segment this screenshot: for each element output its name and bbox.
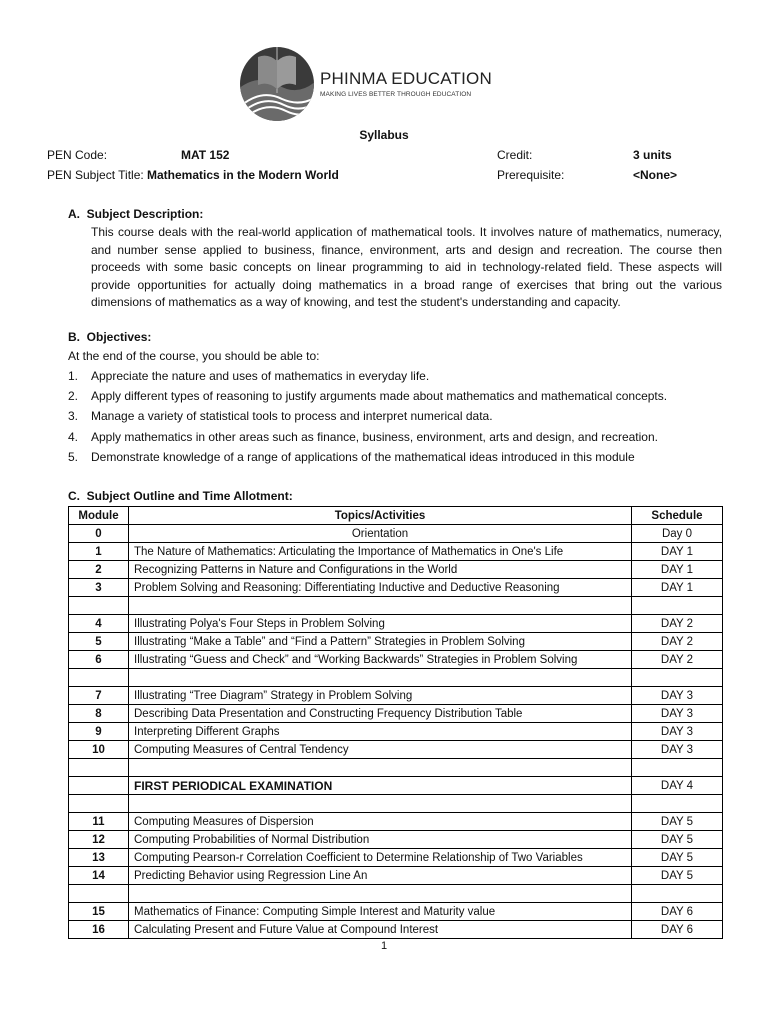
topic-cell: Calculating Present and Future Value at Compound Interest	[129, 921, 632, 939]
column-header-schedule: Schedule	[632, 507, 723, 525]
schedule-cell: DAY 4	[632, 777, 723, 795]
objective-item	[68, 430, 658, 444]
objective-text: Demonstrate knowledge of a range of applications of the mathematical ideas introduced in this module	[91, 450, 635, 464]
module-cell	[69, 669, 129, 687]
table-row	[69, 561, 723, 579]
objective-number: 4.	[68, 430, 79, 444]
topic-cell	[129, 885, 632, 903]
objective-text: Manage a variety of statistical tools to process and interpret numerical data.	[91, 409, 493, 423]
module-cell: 2	[69, 561, 129, 579]
logo-tagline: MAKING LIVES BETTER THROUGH EDUCATION	[320, 91, 472, 98]
topic-cell: Predicting Behavior using Regression Line An	[129, 867, 632, 885]
subject-outline-heading: C. Subject Outline and Time Allotment:	[68, 489, 293, 503]
table-row	[69, 597, 723, 615]
topic-cell: Describing Data Presentation and Constructing Frequency Distribution Table	[129, 705, 632, 723]
module-cell: 6	[69, 651, 129, 669]
schedule-cell	[632, 759, 723, 777]
column-header-topics: Topics/Activities	[129, 507, 632, 525]
module-cell: 9	[69, 723, 129, 741]
topic-cell: Recognizing Patterns in Nature and Configurations in the World	[129, 561, 632, 579]
table-header-row	[69, 507, 723, 525]
schedule-cell: DAY 3	[632, 723, 723, 741]
objective-item	[68, 450, 635, 464]
topic-cell	[129, 669, 632, 687]
table-row	[69, 579, 723, 597]
topic-cell: Illustrating Polya's Four Steps in Problem Solving	[129, 615, 632, 633]
topic-cell: Illustrating “Make a Table” and “Find a Pattern” Strategies in Problem Solving	[129, 633, 632, 651]
subject-title-label: PEN Subject Title:	[47, 168, 144, 182]
objective-text: Apply mathematics in other areas such as finance, business, environment, arts and design, and recreation.	[91, 430, 658, 444]
schedule-cell: DAY 6	[632, 921, 723, 939]
schedule-cell: DAY 6	[632, 903, 723, 921]
pen-code-value: MAT 152	[181, 148, 230, 162]
module-cell: 1	[69, 543, 129, 561]
module-cell: 0	[69, 525, 129, 543]
module-cell: 15	[69, 903, 129, 921]
module-cell: 14	[69, 867, 129, 885]
subject-description-heading: A. Subject Description:	[68, 207, 204, 221]
column-header-module: Module	[69, 507, 129, 525]
page-number: 1	[380, 940, 388, 952]
objective-number: 3.	[68, 409, 79, 423]
module-cell: 5	[69, 633, 129, 651]
module-cell: 12	[69, 831, 129, 849]
table-row	[69, 633, 723, 651]
module-cell: 13	[69, 849, 129, 867]
topic-cell: Illustrating “Tree Diagram” Strategy in Problem Solving	[129, 687, 632, 705]
logo-name: PHINMA EDUCATION	[320, 69, 492, 88]
topic-cell: Illustrating “Guess and Check” and “Working Backwards” Strategies in Problem Solving	[129, 651, 632, 669]
table-row	[69, 705, 723, 723]
objective-text: Appreciate the nature and uses of mathematics in everyday life.	[91, 369, 430, 383]
objective-text: Apply different types of reasoning to justify arguments made about mathematics and mathematical concepts.	[91, 389, 668, 403]
topic-cell: FIRST PERIODICAL EXAMINATION	[129, 777, 632, 795]
schedule-cell: DAY 1	[632, 543, 723, 561]
table-row	[69, 885, 723, 903]
module-cell: 3	[69, 579, 129, 597]
table-row	[69, 831, 723, 849]
table-row	[69, 903, 723, 921]
topic-cell: Mathematics of Finance: Computing Simple Interest and Maturity value	[129, 903, 632, 921]
subject-title-value: Mathematics in the Modern World	[147, 168, 339, 182]
objectives-heading: B. Objectives:	[68, 330, 152, 344]
schedule-cell: DAY 3	[632, 687, 723, 705]
table-row	[69, 687, 723, 705]
table-row	[69, 849, 723, 867]
module-cell	[69, 795, 129, 813]
module-cell	[69, 885, 129, 903]
table-row	[69, 723, 723, 741]
schedule-cell: DAY 5	[632, 813, 723, 831]
topic-cell: Interpreting Different Graphs	[129, 723, 632, 741]
table-row	[69, 795, 723, 813]
topic-cell	[129, 795, 632, 813]
module-cell: 16	[69, 921, 129, 939]
objective-item	[68, 389, 667, 403]
phinma-logo-icon	[238, 45, 316, 123]
prerequisite-value: <None>	[633, 168, 678, 182]
credit-value: 3 units	[633, 148, 672, 162]
pen-code-label: PEN Code:	[47, 148, 108, 162]
module-cell	[69, 597, 129, 615]
topic-cell: The Nature of Mathematics: Articulating the Importance of Mathematics in One's Life	[129, 543, 632, 561]
schedule-cell: DAY 1	[632, 579, 723, 597]
schedule-cell: DAY 3	[632, 741, 723, 759]
table-row	[69, 525, 723, 543]
topic-cell	[129, 597, 632, 615]
credit-label: Credit:	[497, 148, 533, 162]
table-row	[69, 777, 723, 795]
topic-cell: Computing Pearson-r Correlation Coefficient to Determine Relationship of Two Variables	[129, 849, 632, 867]
schedule-cell	[632, 597, 723, 615]
subject-description-text: This course deals with the real-world application of mathematical tools. It involves nature of mathematics, numeracy, and number sense applied to business, finance, environment, arts and design and recreation. The course then proceeds with some basic concepts on linear programming to aid in technology-related field. These aspects will provide opportunities for actually doing mathematics in a broad range of exercises that bring out the various dimensions of mathematics as a way of knowing, and test the student's understanding and capacity.	[91, 225, 722, 309]
table-row	[69, 813, 723, 831]
schedule-cell: DAY 5	[632, 867, 723, 885]
module-cell: 4	[69, 615, 129, 633]
objective-number: 1.	[68, 369, 79, 383]
page-title: Syllabus	[359, 128, 409, 142]
table-row	[69, 741, 723, 759]
table-row	[69, 651, 723, 669]
schedule-cell: DAY 5	[632, 831, 723, 849]
module-cell: 11	[69, 813, 129, 831]
prerequisite-label: Prerequisite:	[497, 168, 565, 182]
schedule-cell	[632, 669, 723, 687]
phinma-logo	[238, 45, 492, 123]
module-cell: 7	[69, 687, 129, 705]
table-row	[69, 759, 723, 777]
objective-item	[68, 409, 493, 423]
topic-cell: Orientation	[129, 525, 632, 543]
objective-number: 5.	[68, 450, 79, 464]
module-cell: 8	[69, 705, 129, 723]
objective-number: 2.	[68, 389, 79, 403]
module-cell	[69, 777, 129, 795]
table-row	[69, 921, 723, 939]
topic-cell	[129, 759, 632, 777]
module-cell	[69, 759, 129, 777]
topic-cell: Computing Measures of Central Tendency	[129, 741, 632, 759]
topic-cell: Computing Measures of Dispersion	[129, 813, 632, 831]
schedule-cell: DAY 2	[632, 615, 723, 633]
module-cell: 10	[69, 741, 129, 759]
table-row	[69, 867, 723, 885]
schedule-cell	[632, 885, 723, 903]
objectives-intro: At the end of the course, you should be able to:	[68, 349, 320, 363]
objective-item	[68, 369, 429, 383]
schedule-cell: Day 0	[632, 525, 723, 543]
table-row	[69, 615, 723, 633]
schedule-cell: DAY 2	[632, 651, 723, 669]
schedule-cell	[632, 795, 723, 813]
topic-cell: Problem Solving and Reasoning: Differentiating Inductive and Deductive Reasoning	[129, 579, 632, 597]
schedule-cell: DAY 1	[632, 561, 723, 579]
table-row	[69, 543, 723, 561]
schedule-cell: DAY 3	[632, 705, 723, 723]
topic-cell: Computing Probabilities of Normal Distribution	[129, 831, 632, 849]
schedule-cell: DAY 2	[632, 633, 723, 651]
schedule-cell: DAY 5	[632, 849, 723, 867]
subject-outline-table	[68, 506, 723, 939]
table-row	[69, 669, 723, 687]
